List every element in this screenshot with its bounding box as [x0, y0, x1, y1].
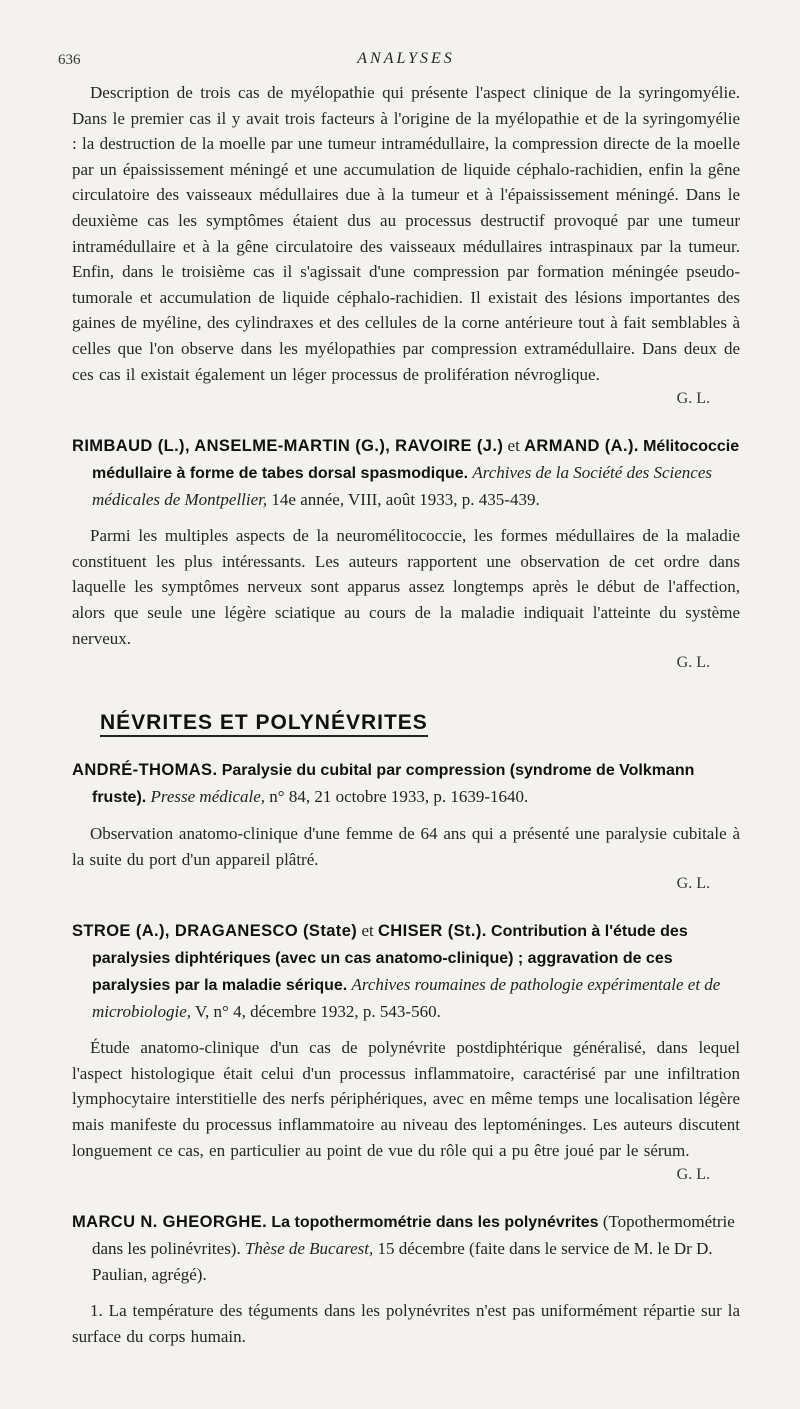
citation — [72, 433, 740, 513]
reference: 15 décembre (faite dans le service de M. le Dr D. Paulian, agrégé). — [92, 1239, 713, 1285]
article-title: Paralysie du cubital par compression (syndrome de Volkmann fruste). — [92, 762, 695, 807]
entry-andre-thomas — [72, 757, 740, 896]
article-title: Contribution à l'étude des paralysies diphtériques (avec un cas anatomo-clinique) ; aggravation de ces paralysies par la maladie sérique. — [92, 923, 688, 995]
abstract-text: 1. La température des téguments dans les polynévrites n'est pas uniformément répartie sur la surface du corps humain. — [72, 1301, 740, 1346]
abstract-text: Parmi les multiples aspects de la neuromélitococcie, les formes médullaires de la maladie constituent les plus intéressants. Les auteurs rapportent une observation de cet ordre dans laquelle les symptômes nerveux sont apparus assez longtemps après le début de l'affection, alors que seule une légère sciatique au cours de la maladie indiquait l'atteinte du système nerveux. — [72, 526, 740, 648]
signature: G. L. — [676, 654, 710, 672]
journal-name: Archives roumaines de pathologie expérimentale et de microbiologie, — [92, 975, 721, 1022]
citation — [72, 757, 740, 811]
authors: MARCU N. GHEORGHE. — [72, 1213, 268, 1232]
intro-abstract: Description de trois cas de myélopathie qui présente l'aspect clinique de la syringomyélie. Dans le premier cas il y avait trois facteurs à l'origine de la myélopathie et de la syringomyélie : la destruction de la moelle par une tumeur intramédullaire, la compression directe de la moelle par un épaississement méningé et une accumulation de liquide céphalo-rachidien, enfin la gêne circulatoire des vaisseaux médullaires due à la tumeur et à l'épaississement méningé. Dans le deuxième cas les symptômes étaient dus au processus destructif provoqué par une tumeur intramédullaire et à la gêne circulatoire des vaisseaux médullaires intraspinaux par la tumeur. Enfin, dans le troisième cas il s'agissait d'une compression par formation méningée pseudo-tumorale et accumulation de liquide céphalo-rachidien. Il existait des lésions importantes des gaines de myéline, des cylindraxes et des cellules de la corne antérieure tout à fait semblables à celles que l'on observe dans les myélopathies par compression extramédullaire. Dans deux de ces cas il existait également un léger processus de prolifération névroglique. — [72, 83, 740, 384]
signature: G. L. — [676, 875, 710, 893]
entry-stroe — [72, 918, 740, 1187]
entry-rimbaud — [72, 433, 740, 675]
journal-name: Presse médicale, — [150, 787, 266, 807]
signature: G. L. — [676, 1166, 710, 1184]
section-heading — [100, 711, 740, 735]
journal-name: Thèse de Bucarest, — [244, 1239, 374, 1259]
page-number: 636 — [58, 52, 81, 68]
authors: STROE (A.), DRAGANESCO (State) — [72, 922, 358, 941]
entry-marcu — [72, 1209, 740, 1349]
reference-pre: (Topothermométrie dans les polinévrites). — [92, 1212, 735, 1259]
authors-last: ARMAND (A.). — [524, 437, 639, 456]
reference: V, n° 4, décembre 1932, p. 543-560. — [194, 1002, 441, 1022]
citation — [72, 918, 740, 1025]
page-header — [58, 48, 740, 80]
abstract-text: Observation anatomo-clinique d'une femme de 64 ans qui a présenté une paralysie cubitale à la suite du port d'un appareil plâtré. — [72, 824, 740, 869]
authors: RIMBAUD (L.), ANSELME-MARTIN (G.), RAVOIRE (J.) — [72, 437, 504, 456]
reference: n° 84, 21 octobre 1933, p. 1639-1640. — [269, 787, 529, 807]
reference: 14e année, VIII, août 1933, p. 435-439. — [271, 490, 540, 510]
article-title: La topothermométrie dans les polynévrites — [271, 1214, 599, 1232]
conjunction: et — [361, 921, 374, 941]
abstract-text: Étude anatomo-clinique d'un cas de polynévrite postdiphtérique généralisé, dans lequel l'aspect histologique était celui d'un processus inflammatoire, caractérisé par une infiltration lymphocytaire interstitielle des nerfs périphériques, avec en même temps une localisation légère mais manifeste du processus inflammatoire au niveau des leptoméninges. Les auteurs discutent longuement ce cas, en particulier au point de vue du rôle qui a pu être joué par le sérum. — [72, 1038, 740, 1160]
journal-name: Archives de la Société des Sciences médicales de Montpellier, — [92, 463, 713, 510]
authors-last: CHISER (St.). — [377, 922, 487, 941]
running-title: ANALYSES — [357, 50, 455, 67]
intro-signature: G. L. — [676, 390, 710, 408]
section-heading-text: NÉVRITES ET POLYNÉVRITES — [100, 711, 428, 737]
citation — [72, 1209, 740, 1288]
conjunction: et — [507, 436, 520, 456]
authors: ANDRÉ-THOMAS. — [72, 761, 218, 780]
article-title: Mélitococcie médullaire à forme de tabes dorsal spasmodique. — [92, 438, 740, 483]
